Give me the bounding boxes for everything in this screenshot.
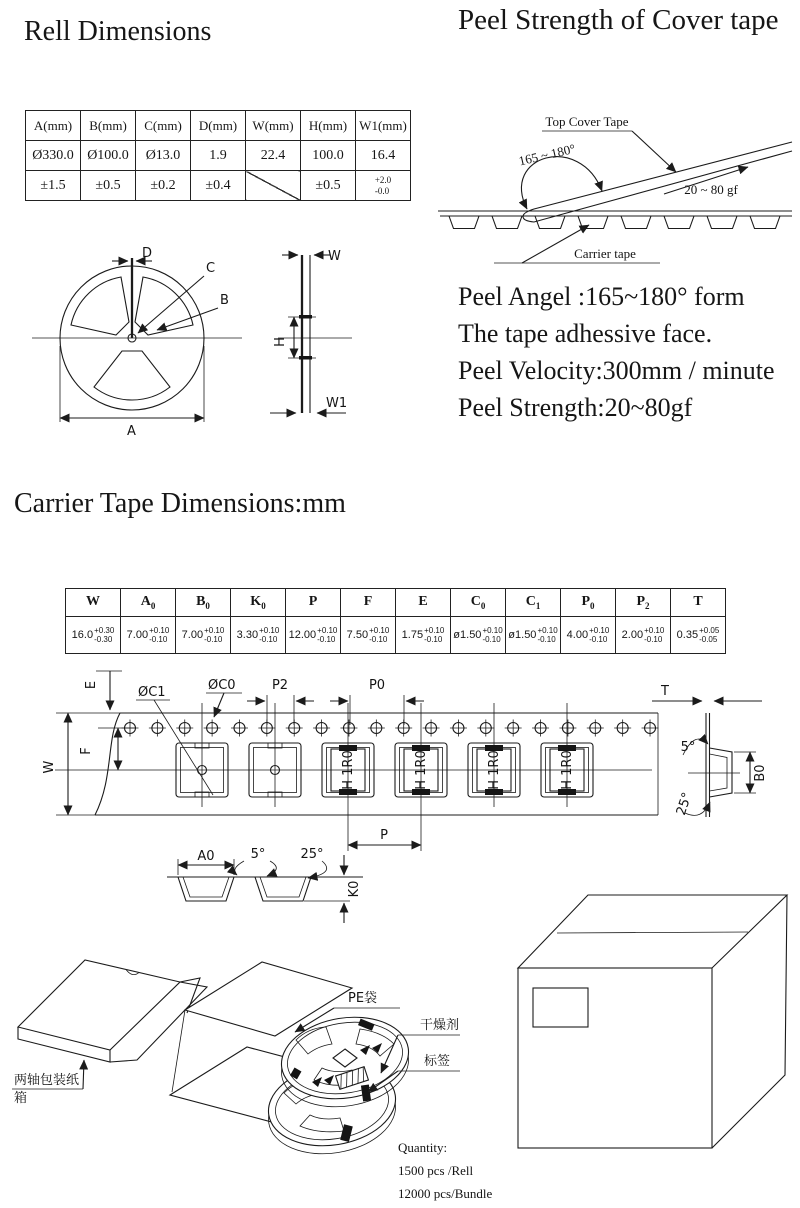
ct-value-a0: 7.00 +0.10 -0.10 [121,617,176,654]
rell-header-c: C(mm) [136,111,191,141]
ct-value-p: 12.00 +0.10 -0.10 [286,617,341,654]
reel-side-view [270,249,352,413]
tape-pocket-loaded [468,703,520,807]
rell-tol-h: ±0.5 [301,171,356,201]
ct-header-a0: $A_0$ [121,589,176,617]
tape-pocket-loaded [541,703,593,807]
tape-side-view [652,684,768,817]
ct-header-t: T [671,589,726,617]
cs-angle25-label: 25° [300,847,324,862]
carton-label-line2: 箱 [14,1091,28,1106]
box-label-rect [533,988,588,1027]
peel-carrier-pocket [750,216,780,229]
rell-value-h: 100.0 [301,141,356,171]
rell-table-header-row [26,111,411,141]
tape-pocket-loaded [322,703,374,851]
sprocket-hole [450,720,467,737]
reel-window-upper-left [71,277,129,335]
w1-tolerance-stack [375,175,391,196]
rell-tol-a: ±1.5 [26,171,81,201]
rell-value-w: 22.4 [246,141,301,171]
rell-dimensions-title: Rell Dimensions [24,16,212,47]
rell-value-d: 1.9 [191,141,246,171]
component-marking: H 1R0 [487,750,502,790]
reel-front-view [32,246,242,439]
sprocket-hole [204,720,221,737]
ct-header-p: P [286,589,341,617]
carton-label-line1: 两轴包装纸 [14,1073,80,1088]
rell-table-tolerance-row [26,171,411,201]
peel-note-line4: Peel Strength:20~80gf [458,393,693,422]
carrier-value-row [66,617,726,654]
rell-header-w1: W1(mm) [356,111,411,141]
peel-strength-diagram [430,95,800,275]
dim-b0-label: B0 [753,764,768,782]
rell-header-b: B(mm) [81,111,136,141]
tag-label: 标签 [424,1054,451,1069]
tape-pocket-empty [249,703,301,807]
sprocket-hole [587,720,604,737]
rell-tol-b: ±0.5 [81,171,136,201]
sprocket-hole [122,720,139,737]
peel-carrier-pocket [664,216,694,229]
peel-notes [458,278,775,426]
rell-tol-w1 [356,171,411,201]
dim-c1-label: ØC1 [138,685,166,700]
rell-header-a: A(mm) [26,111,81,141]
reel-drawing [30,230,360,455]
peel-force-label: 20 ~ 80 gf [684,182,738,197]
rell-tol-w-slash-cell [246,171,301,201]
peel-carrier-pocket [578,216,608,229]
component-marking: H 1R0 [414,750,429,790]
quantity-note [398,1140,492,1201]
rell-tol-d: ±0.4 [191,171,246,201]
ct-value-w: 16.0 +0.30 -0.30 [66,617,121,654]
dim-h-label: H [273,337,288,347]
w1-tol-minus: -0.0 [374,185,390,196]
sprocket-hole [368,720,385,737]
rell-dimensions-table [25,110,411,201]
ct-header-b0: $B_0$ [176,589,231,617]
ct-value-k0: 3.30 +0.10 -0.10 [231,617,286,654]
quantity-per-bundle: 12000 pcs/Bundle [398,1186,493,1201]
sprocket-hole [614,720,631,737]
reel-window-upper-right [135,277,193,335]
ct-header-e: E [396,589,451,617]
peel-carrier-pocket [449,216,479,229]
carrier-tape-label: Carrier tape [574,246,636,261]
ct-value-c0: ø1.50 +0.10 -0.10 [451,617,506,654]
rell-table-value-row [26,141,411,171]
dim-f-label: F [79,747,94,755]
peel-note-line2: The tape adhessive face. [458,319,713,348]
rell-value-b: Ø100.0 [81,141,136,171]
ct-header-p0: $P_0$ [561,589,616,617]
rell-value-c: Ø13.0 [136,141,191,171]
rell-header-h: H(mm) [301,111,356,141]
ct-header-c1: $C_1$ [506,589,561,617]
dim-p0-label: P0 [368,678,386,693]
dim-a0-label: A0 [197,849,215,864]
rell-value-a: Ø330.0 [26,141,81,171]
cs-angle5-label: 5° [250,847,266,862]
peel-note-line1: Peel Angel :165~180° form [458,282,745,311]
ct-header-k0: $K_0$ [231,589,286,617]
carton-box [18,960,207,1062]
peel-strength-title: Peel Strength of Cover tape [458,4,779,36]
rell-header-w: W(mm) [246,111,301,141]
dim-e-label: E [84,680,99,690]
peel-angle-label: 165 ~ 180° [517,140,577,169]
ct-header-w: W [66,589,121,617]
carrier-header-row [66,589,726,617]
rell-header-d: D(mm) [191,111,246,141]
dim-k0-label: K0 [347,880,362,898]
carrier-tape-table [65,588,726,654]
dim-d-label: D [142,246,153,261]
bundle-box [518,895,787,1148]
sprocket-hole [231,720,248,737]
rell-value-w1: 16.4 [356,141,411,171]
dim-p2-label: P2 [271,678,289,693]
sprocket-hole [505,720,522,737]
desiccant-label: 干燥剂 [420,1018,460,1033]
tape-dimensions [42,671,424,845]
ct-header-f: F [341,589,396,617]
peel-carrier-pocket [707,216,737,229]
dim-a-label: A [127,424,136,439]
peel-carrier-pocket [621,216,651,229]
ct-value-t: 0.35 +0.05 -0.05 [671,617,726,654]
sprocket-hole [149,720,166,737]
side-angle5-label: 5° [680,740,696,755]
tape-pocket-empty [176,703,228,807]
ct-value-f: 7.50 +0.10 -0.10 [341,617,396,654]
ct-value-p0: 4.00 +0.10 -0.10 [561,617,616,654]
dim-t-label: T [661,684,669,699]
dim-c-label: C [206,261,216,276]
dim-c0-label: ØC0 [208,678,236,693]
sprocket-hole [176,720,193,737]
tape-pocket-loaded [395,703,447,851]
peel-note-line3: Peel Velocity:300mm / minute [458,356,775,385]
sprocket-hole [340,720,357,737]
sprocket-hole [559,720,576,737]
pe-bag-label: PE袋 [348,991,378,1006]
sprocket-hole [642,720,659,737]
quantity-title: Quantity: [398,1140,448,1155]
peel-carrier-pocket [492,216,522,229]
reel-window-bottom [94,351,170,400]
sprocket-hole [532,720,549,737]
carrier-pockets [449,216,780,229]
dim-w-label: W [42,760,57,774]
rell-tol-c: ±0.2 [136,171,191,201]
ct-value-e: 1.75 +0.10 -0.10 [396,617,451,654]
ct-header-p2: $P_2$ [616,589,671,617]
sprocket-hole [477,720,494,737]
sprocket-hole [313,720,330,737]
w1-tol-plus: +2.0 [374,175,392,186]
ct-value-c1: ø1.50 +0.10 -0.10 [506,617,561,654]
sprocket-hole [423,720,440,737]
dim-w1-label: W1 [326,396,348,411]
dim-w-label: W [328,249,341,264]
component-marking: H 1R0 [341,750,356,790]
top-cover-tape-label: Top Cover Tape [545,114,629,129]
component-marking: H 1R0 [560,750,575,790]
side-angle25-label: 25° [673,790,696,818]
packaging-drawing [0,888,800,1208]
dim-b-label: B [220,293,229,308]
ct-value-p2: 2.00 +0.10 -0.10 [616,617,671,654]
ct-header-c0: $C_0$ [451,589,506,617]
dim-p-label: P [380,828,388,843]
quantity-per-reel: 1500 pcs /Rell [398,1163,474,1178]
ct-value-b0: 7.00 +0.10 -0.10 [176,617,231,654]
carrier-tape-title: Carrier Tape Dimensions:mm [14,488,346,519]
